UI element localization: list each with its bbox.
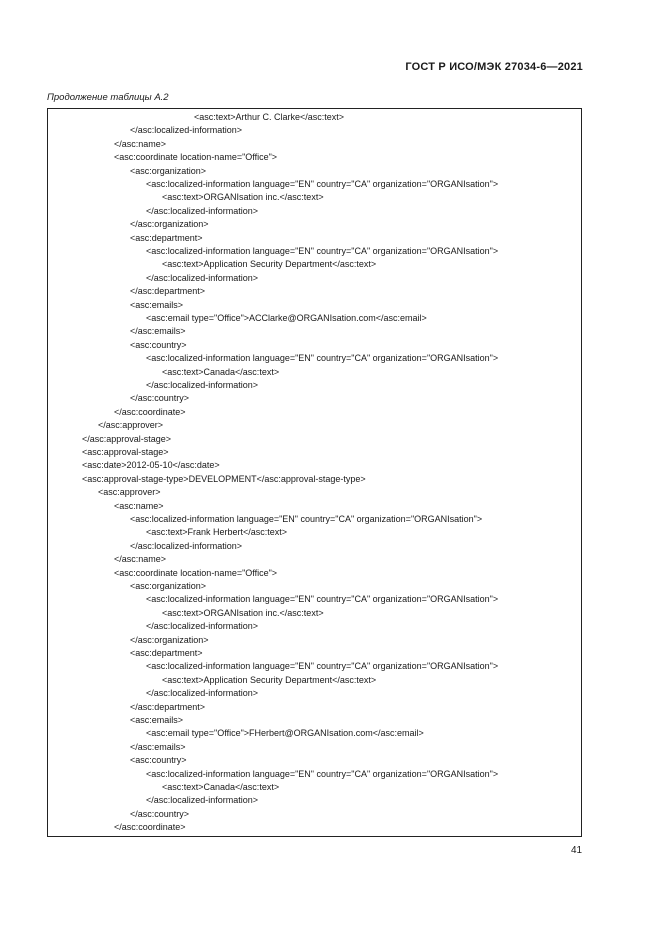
code-line: </asc:name> (114, 138, 167, 149)
code-line: <asc:text>Application Security Department</asc:text> (162, 259, 377, 270)
code-line: </asc:localized-information> (146, 795, 259, 806)
code-line: <asc:emails> (130, 299, 184, 310)
code-line: <asc:localized-information language="EN" country="CA" organization="ORGANIsation"> (146, 594, 499, 605)
code-line: <asc:approver> (98, 487, 161, 498)
code-line: </asc:emails> (130, 326, 186, 337)
code-listing-frame (47, 108, 582, 837)
code-line: <asc:emails> (130, 715, 184, 725)
code-line: </asc:localized-information> (130, 540, 243, 551)
code-line: <asc:country> (130, 339, 187, 350)
code-line: </asc:emails> (130, 741, 186, 752)
code-line: </asc:coordinate> (114, 406, 186, 417)
code-line: <asc:date>2012-05-10</asc:date> (82, 460, 220, 471)
code-line: <asc:organization> (130, 165, 207, 176)
code-line: <asc:department> (130, 232, 203, 243)
code-line: <asc:localized-information language="EN" country="CA" organization="ORGANIsation"> (146, 246, 499, 256)
code-line: <asc:text>ORGANIsation inc.</asc:text> (162, 607, 324, 618)
code-line: <asc:organization> (130, 581, 207, 591)
code-line: </asc:country> (130, 808, 190, 819)
code-line: <asc:name> (114, 500, 164, 511)
code-line: </asc:approval-stage> (82, 433, 172, 444)
table-continuation-caption: Продолжение таблицы А.2 (47, 92, 169, 103)
code-line: </asc:localized-information> (146, 272, 259, 283)
code-line: </asc:localized-information> (146, 205, 259, 216)
document-header-standard-id: ГОСТ Р ИСО/МЭК 27034-6—2021 (405, 61, 583, 73)
code-line: <asc:country> (130, 755, 187, 766)
page-number: 41 (571, 845, 583, 856)
code-line: <asc:localized-information language="EN" country="CA" organization="ORGANIsation"> (146, 179, 499, 189)
code-line: </asc:organization> (130, 634, 209, 645)
code-line: <asc:text>Application Security Department</asc:text> (162, 674, 377, 685)
code-line: <asc:coordinate location-name="Office"> (114, 152, 278, 163)
code-line: <asc:email type="Office">ACClarke@ORGANIsation.com</asc:email> (146, 313, 427, 323)
code-line: <asc:department> (130, 648, 203, 658)
code-line: </asc:coordinate> (114, 822, 186, 833)
code-line: </asc:country> (130, 393, 190, 404)
code-line: <asc:text>ORGANIsation inc.</asc:text> (162, 192, 324, 203)
code-line: </asc:organization> (130, 219, 209, 230)
code-line: <asc:localized-information language="EN" country="CA" organization="ORGANIsation"> (146, 661, 499, 672)
code-line: </asc:localized-information> (146, 621, 259, 632)
code-line: <asc:text>Arthur C. Clarke</asc:text> (194, 112, 345, 122)
code-line: </asc:localized-information> (146, 380, 259, 390)
code-line: <asc:localized-information language="EN" country="CA" organization="ORGANIsation"> (146, 353, 499, 364)
code-line: <asc:email type="Office">FHerbert@ORGANIsation.com</asc:email> (146, 728, 424, 739)
code-line: <asc:approval-stage-type>DEVELOPMENT</asc:approval-stage-type> (82, 473, 366, 484)
code-line: </asc:localized-information> (130, 125, 243, 136)
code-line: <asc:coordinate location-name="Office"> (114, 567, 278, 578)
code-line: <asc:text>Canada</asc:text> (162, 782, 280, 792)
code-line: <asc:text>Frank Herbert</asc:text> (146, 527, 288, 538)
code-line: <asc:localized-information language="EN" country="CA" organization="ORGANIsation"> (130, 514, 483, 524)
code-line: <asc:approval-stage> (82, 447, 169, 457)
code-line: <asc:localized-information language="EN" country="CA" organization="ORGANIsation"> (146, 768, 499, 779)
code-line: </asc:localized-information> (146, 688, 259, 699)
code-line: <asc:text>Canada</asc:text> (162, 366, 280, 377)
code-line: </asc:name> (114, 554, 167, 565)
code-line: </asc:department> (130, 286, 206, 297)
code-line: </asc:department> (130, 701, 206, 712)
code-line: </asc:approver> (98, 420, 164, 431)
